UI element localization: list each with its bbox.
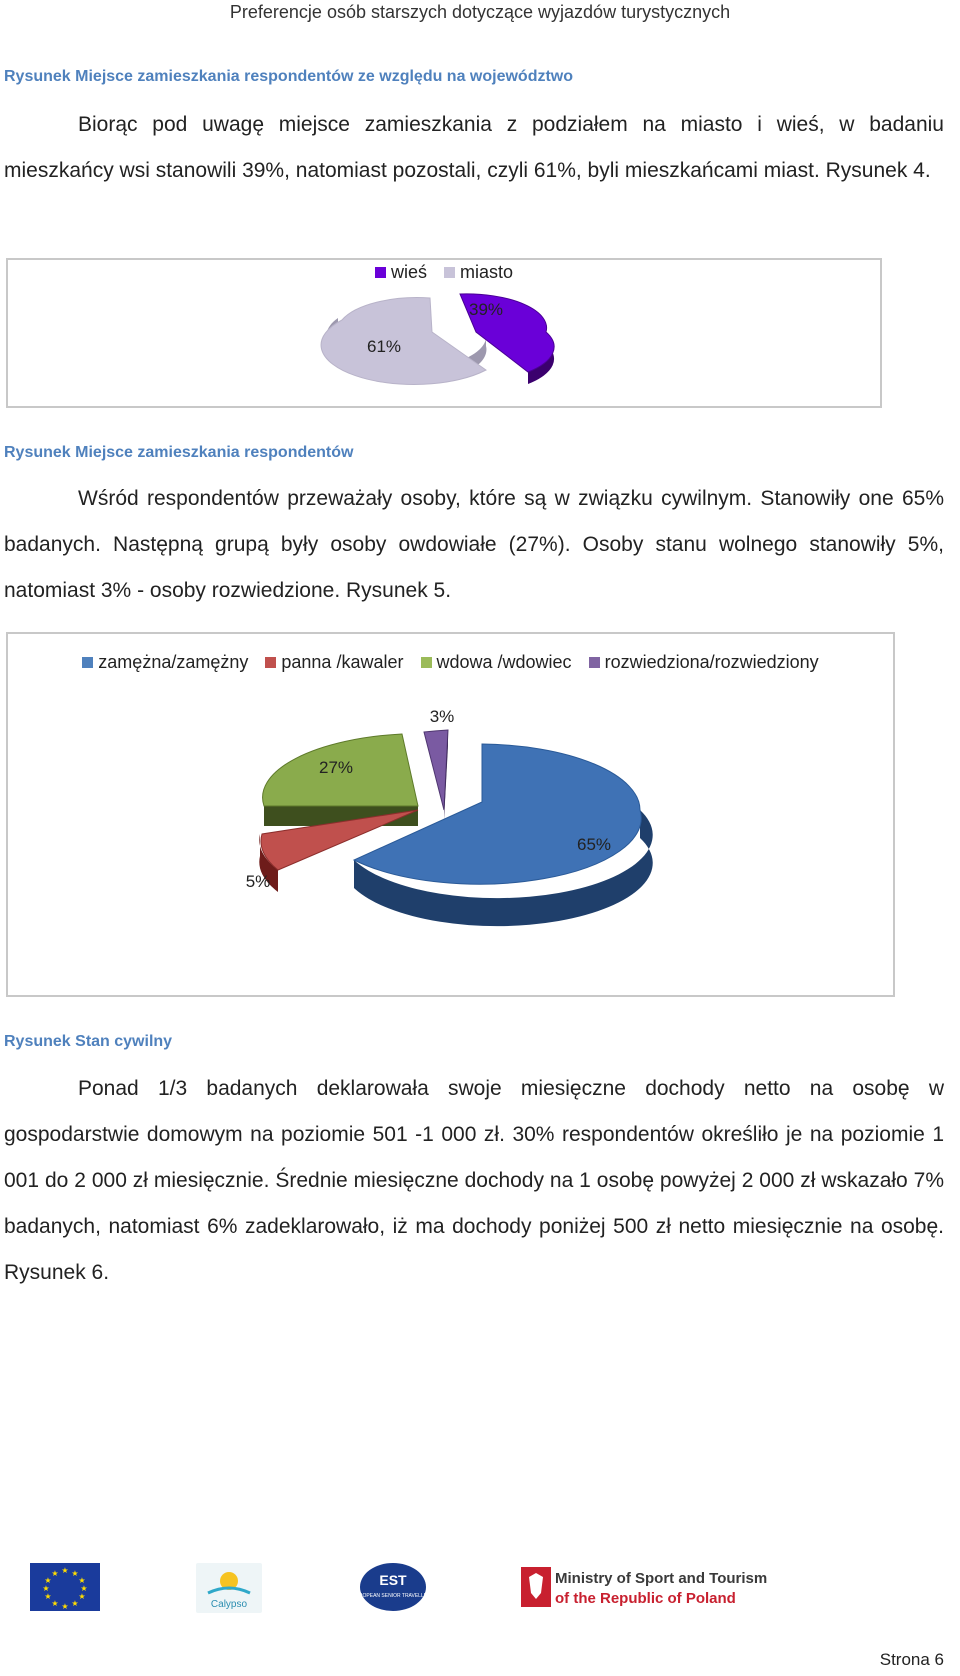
eu-flag-logo xyxy=(30,1563,100,1611)
marital-pie-svg xyxy=(8,634,893,995)
est-logo xyxy=(351,1561,435,1613)
svg-text:★: ★ xyxy=(51,1569,59,1578)
legend-label-widowed: wdowa /wdowiec xyxy=(436,652,572,672)
page-header: Preferencje osób starszych dotyczące wyjazdów turystycznych xyxy=(229,2,731,22)
footer-logos xyxy=(0,1555,960,1635)
est-subtitle: EUROPEAN SENIOR TRAVELLERS xyxy=(351,1593,435,1599)
calypso-label: Calypso xyxy=(210,1599,248,1610)
svg-text:★: ★ xyxy=(71,1599,79,1608)
svg-text:★: ★ xyxy=(78,1576,86,1585)
pie-label-miasto: 61% xyxy=(366,337,402,356)
svg-text:★: ★ xyxy=(80,1584,88,1593)
est-title: EST xyxy=(379,1572,407,1588)
svg-text:★: ★ xyxy=(44,1592,52,1601)
marital-chart xyxy=(6,632,895,997)
paragraph-income xyxy=(4,1066,944,1296)
pie-label-divorced: 3% xyxy=(429,707,455,726)
ministry-logo xyxy=(519,1563,771,1611)
ministry-line-2: of the Republic of Poland xyxy=(555,1590,736,1607)
calypso-logo xyxy=(196,1563,262,1613)
pie-label-widowed: 27% xyxy=(318,758,354,777)
ministry-line-1: Ministry of Sport and Tourism xyxy=(555,1570,768,1587)
pie-label-married: 65% xyxy=(576,835,612,854)
pie-label-single: 5% xyxy=(245,872,271,891)
svg-text:★: ★ xyxy=(51,1599,59,1608)
svg-text:★: ★ xyxy=(61,1602,69,1611)
svg-text:★: ★ xyxy=(78,1592,86,1601)
legend-label-married: zamężna/zamężny xyxy=(98,652,249,672)
legend-label-divorced: rozwiedziona/rozwiedziony xyxy=(604,652,819,672)
svg-text:★: ★ xyxy=(42,1584,50,1593)
est-globe-icon xyxy=(351,1561,435,1613)
paragraph-residence xyxy=(4,102,944,194)
figure-caption-residence: Rysunek Miejsce zamieszkania respondentów xyxy=(4,444,354,461)
ministry-eagle-icon xyxy=(519,1563,771,1611)
paragraph-marital xyxy=(4,476,944,614)
figure-caption-marital: Rysunek Stan cywilny xyxy=(4,1033,173,1050)
residence-pie-svg xyxy=(8,260,880,406)
calypso-sun-icon xyxy=(196,1563,262,1613)
paragraph-marital-text: Wśród respondentów przeważały osoby, które są w związku cywilnym. Stanowiły one 65% badanych. Następną grupą były osoby owdowiałe (27%). Osoby stanu wolnego stanowiły 5%, natomiast 3% - osoby rozwiedzione. Rysunek 5. xyxy=(4,487,944,602)
legend-label-wies: wieś xyxy=(390,262,427,282)
legend-label-miasto: miasto xyxy=(460,262,514,282)
legend-label-single: panna /kawaler xyxy=(281,652,404,672)
paragraph-residence-text: Biorąc pod uwagę miejsce zamieszkania z podziałem na miasto i wieś, w badaniu mieszkańcy wsi stanowili 39%, natomiast pozostali, czyli 61%, byli mieszkańcami miast. Rysunek 4. xyxy=(4,113,944,182)
residence-chart xyxy=(6,258,882,408)
paragraph-income-text: Ponad 1/3 badanych deklarowała swoje miesięczne dochody netto na osobę w gospodarstwie domowym na poziomie 501 -1 000 zł. 30% respondentów określiło je na poziomie 1 001 do 2 000 zł miesięcznie. Średnie miesięczne dochody na 1 osobę powyżej 2 000 zł wskazało 7% badanych, natomiast 6% zadeklarowało, iż ma dochody poniżej 500 zł netto miesięcznie na osobę. Rysunek 6. xyxy=(4,1077,944,1284)
figure-caption-voivodeship: Rysunek Miejsce zamieszkania respondentów ze względu na województwo xyxy=(4,68,574,85)
pie-slice-miasto xyxy=(321,298,486,385)
pie-label-wies: 39% xyxy=(468,300,504,319)
svg-text:★: ★ xyxy=(71,1569,79,1578)
svg-text:★: ★ xyxy=(61,1566,69,1575)
eu-stars-icon xyxy=(30,1563,100,1611)
svg-text:★: ★ xyxy=(44,1576,52,1585)
page-number: Strona 6 xyxy=(879,1650,944,1669)
pie-slice-divorced xyxy=(424,730,448,810)
